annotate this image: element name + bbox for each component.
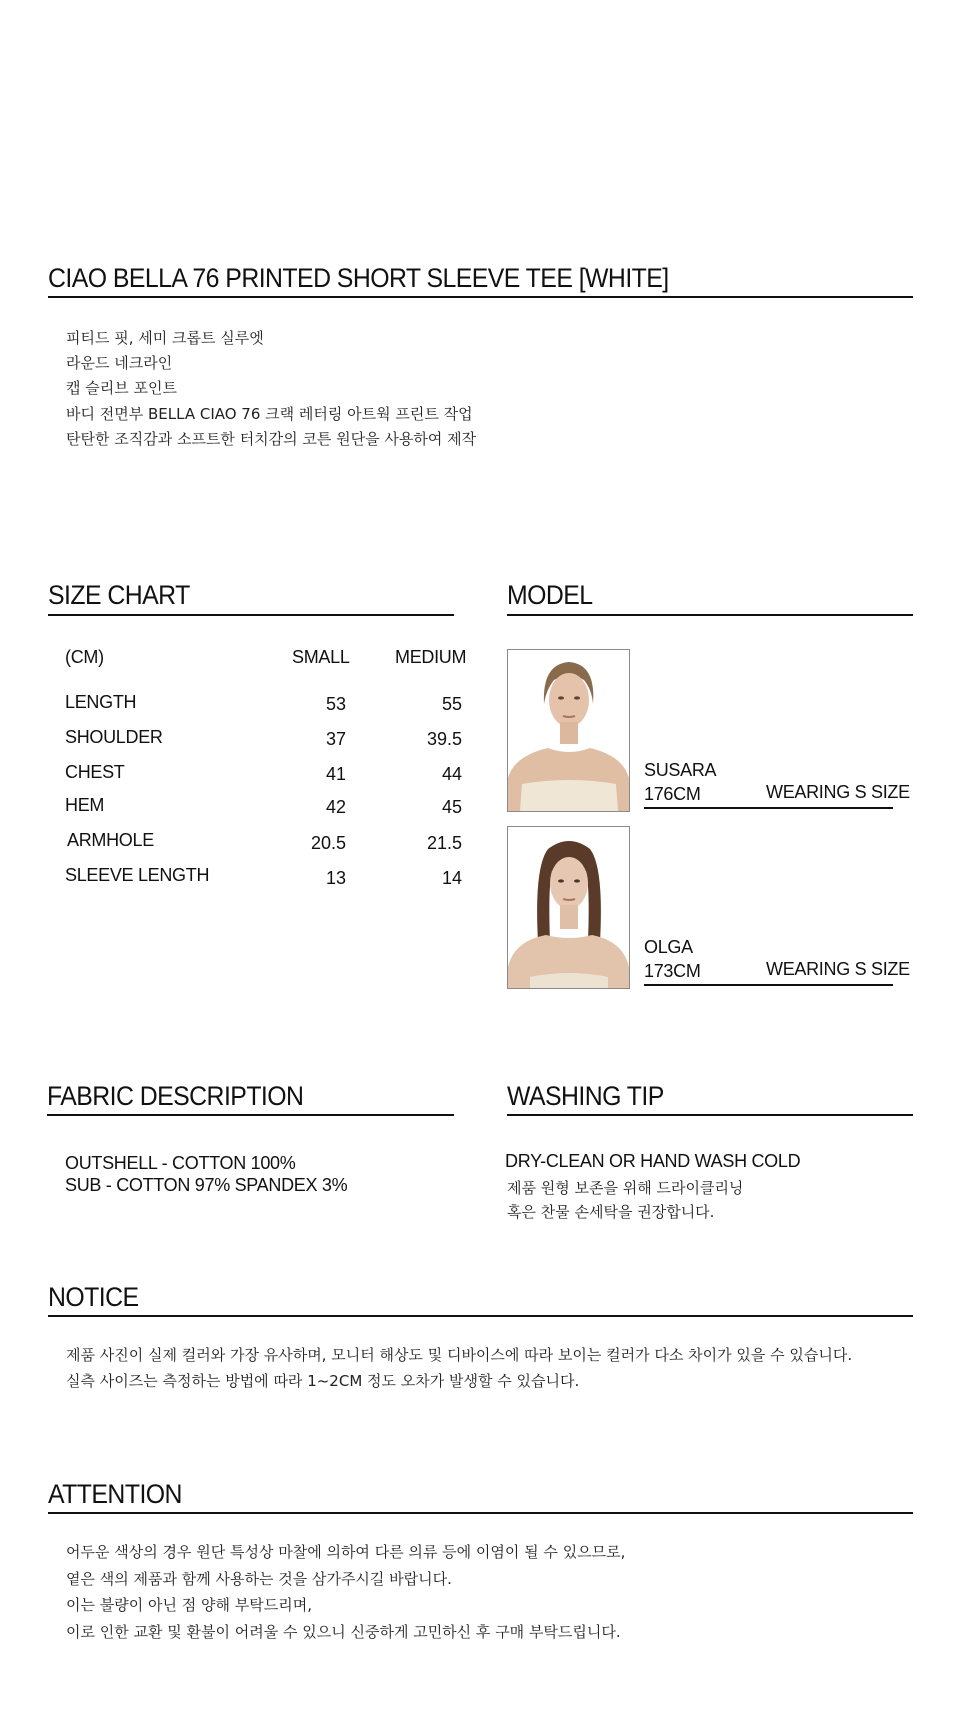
cell-medium: 55 (441, 694, 462, 714)
product-title: CIAO BELLA 76 PRINTED SHORT SLEEVE TEE [WHITE] (48, 263, 669, 293)
attention-line: 옅은 색의 제품과 함께 사용하는 것을 삼가주시길 바랍니다. (66, 1570, 452, 1588)
washing-line: 제품 원형 보존을 위해 드라이클리닝 (507, 1179, 744, 1197)
model-height: 173CM (644, 961, 701, 981)
model-wearing-size: WEARING S SIZE (766, 959, 910, 979)
washing-line: 혹은 찬물 손세탁을 권장합니다. (507, 1203, 715, 1221)
row-label: CHEST (65, 762, 125, 782)
divider (644, 807, 893, 809)
row-label: ARMHOLE (67, 830, 154, 850)
divider (507, 1114, 913, 1116)
cell-small: 37 (325, 729, 346, 749)
notice-line: 제품 사진이 실제 컬러와 가장 유사하며, 모니터 해상도 및 디바이스에 따라 보이는 컬러가 다소 차이가 있을 수 있습니다. (66, 1346, 853, 1364)
washing-heading: WASHING TIP (507, 1081, 664, 1111)
feature-item: 피티드 핏, 세미 크롭트 실루엣 (66, 329, 264, 347)
fabric-heading: FABRIC DESCRIPTION (47, 1081, 304, 1111)
divider (48, 1512, 913, 1514)
model-photo-olga (507, 826, 630, 989)
size-chart-heading: SIZE CHART (48, 580, 190, 610)
cell-small: 42 (325, 797, 346, 817)
row-label: SLEEVE LENGTH (65, 865, 210, 885)
column-header-small: SMALL (292, 647, 350, 667)
cell-medium: 21.5 (426, 833, 462, 853)
cell-medium: 45 (441, 797, 462, 817)
attention-line: 이는 불량이 아닌 점 양해 부탁드리며, (66, 1596, 312, 1614)
attention-line: 어두운 색상의 경우 원단 특성상 마찰에 의하여 다른 의류 등에 이염이 될 수 있으므로, (66, 1543, 626, 1561)
divider (48, 296, 913, 298)
cell-medium: 14 (441, 868, 462, 888)
divider (507, 614, 913, 616)
fabric-line: SUB - COTTON 97% SPANDEX 3% (65, 1175, 348, 1195)
model-photo-susara (507, 649, 630, 812)
notice-line: 실측 사이즈는 측정하는 방법에 따라 1~2CM 정도 오차가 발생할 수 있습니다. (66, 1372, 580, 1390)
cell-small: 53 (325, 694, 346, 714)
model-name: OLGA (644, 937, 693, 957)
feature-item: 탄탄한 조직감과 소프트한 터치감의 코튼 원단을 사용하여 제작 (66, 430, 477, 448)
model-wearing-size: WEARING S SIZE (766, 782, 910, 802)
column-header-medium: MEDIUM (395, 647, 467, 667)
row-label: LENGTH (65, 692, 137, 712)
row-label: HEM (65, 795, 105, 815)
washing-instruction: DRY-CLEAN OR HAND WASH COLD (505, 1151, 801, 1171)
model-name: SUSARA (644, 760, 717, 780)
feature-item: 라운드 네크라인 (66, 354, 173, 372)
divider (48, 614, 454, 616)
model-height: 176CM (644, 784, 701, 804)
unit-label: (CM) (65, 647, 104, 667)
divider (644, 984, 893, 986)
notice-heading: NOTICE (48, 1282, 139, 1312)
divider (47, 1114, 454, 1116)
model-heading: MODEL (507, 580, 593, 610)
cell-small: 41 (325, 764, 346, 784)
cell-small: 20.5 (310, 833, 346, 853)
cell-medium: 39.5 (426, 729, 462, 749)
portrait-icon (508, 827, 629, 988)
cell-small: 13 (325, 868, 346, 888)
divider (48, 1315, 913, 1317)
feature-item: 캡 슬리브 포인트 (66, 379, 177, 397)
attention-line: 이로 인한 교환 및 환불이 어려울 수 있으니 신중하게 고민하신 후 구매 부탁드립니다. (66, 1623, 621, 1641)
fabric-line: OUTSHELL - COTTON 100% (65, 1153, 296, 1173)
cell-medium: 44 (441, 764, 462, 784)
portrait-icon (508, 650, 629, 811)
row-label: SHOULDER (65, 727, 163, 747)
attention-heading: ATTENTION (48, 1479, 182, 1509)
feature-item: 바디 전면부 BELLA CIAO 76 크랙 레터링 아트웍 프린트 작업 (66, 405, 473, 423)
